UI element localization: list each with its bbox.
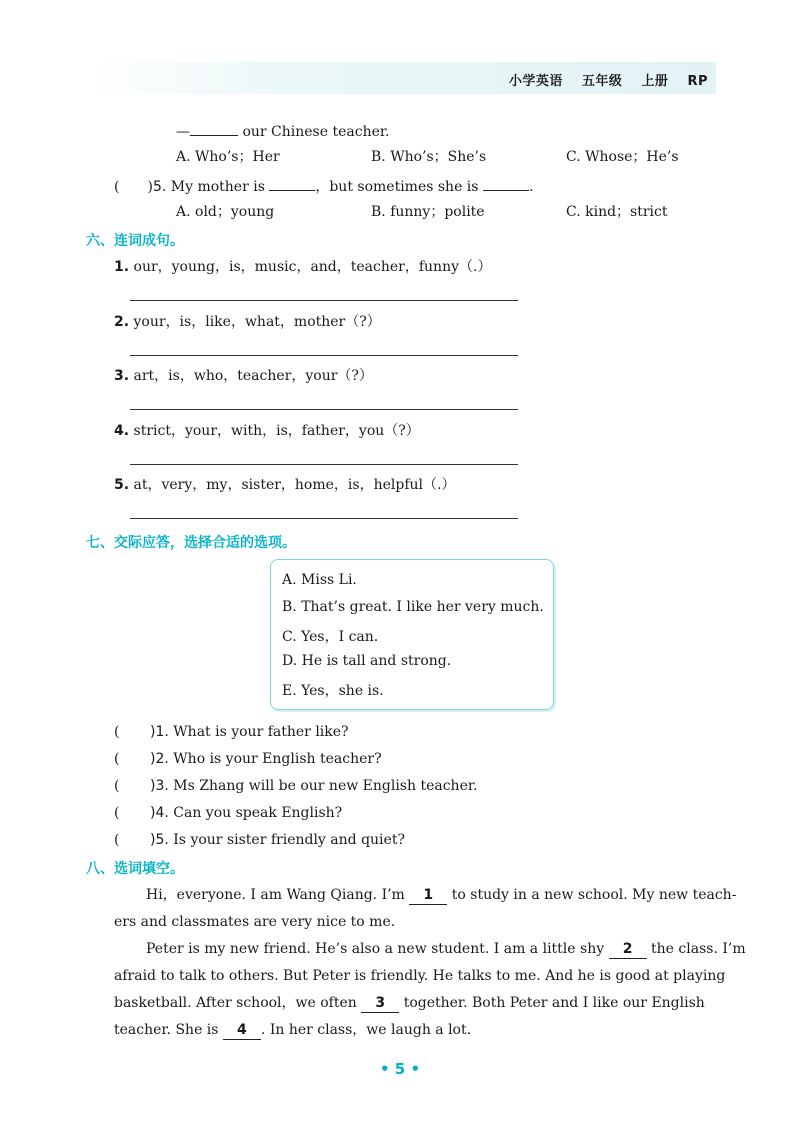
- s6-item-4: 4. strict，your，with，is，father，you（?）: [114, 423, 420, 439]
- q5-blank-1[interactable]: [269, 176, 315, 191]
- s8-line-1: Hi，everyone. I am Wang Qiang. I’m 1 to study in a new school. My new teach-: [146, 887, 737, 903]
- s7-question-3: ( )3. Ms Zhang will be our new English teacher.: [114, 778, 478, 794]
- s6-answer-line-4[interactable]: [130, 464, 518, 465]
- section7-title: 七、交际应答，选择合适的选项。: [86, 535, 296, 551]
- s6-item-5: 5. at，very，my，sister，home，is，helpful（.）: [114, 477, 456, 493]
- q5-option-b: B. funny；polite: [371, 204, 485, 220]
- header-edition: RP: [687, 74, 708, 89]
- box-option-e: E. Yes，she is.: [282, 683, 384, 699]
- q4-answer-line: — our Chinese teacher.: [176, 121, 389, 141]
- q5-line: ( )5. My mother is ，but sometimes she is .: [114, 176, 533, 196]
- header-subject: 小学英语: [508, 74, 563, 89]
- s8-line-3: Peter is my new friend. He’s also a new student. I am a little shy 2 the class. I’m: [146, 941, 746, 957]
- s7-answer-paren-4[interactable]: (: [114, 805, 120, 821]
- s8-line-4: afraid to talk to others. But Peter is friendly. He talks to me. And he is good at playing: [114, 968, 726, 984]
- fill-blank-3[interactable]: 3: [361, 994, 399, 1013]
- q5-blank-2[interactable]: [483, 176, 529, 191]
- s7-answer-paren-1[interactable]: (: [114, 724, 120, 740]
- s7-question-5: ( )5. Is your sister friendly and quiet?: [114, 832, 405, 848]
- s7-question-4: ( )4. Can you speak English?: [114, 805, 343, 821]
- s6-item-3: 3. art，is，who，teacher，your（?）: [114, 368, 373, 384]
- fill-blank-1[interactable]: 1: [409, 886, 447, 905]
- s6-answer-line-2[interactable]: [130, 355, 518, 356]
- s7-question-1: ( )1. What is your father like?: [114, 724, 349, 740]
- header-volume: 上册: [641, 74, 669, 89]
- s8-line-6: teacher. She is 4 . In her class，we laugh a lot.: [114, 1022, 472, 1038]
- s6-item-2: 2. your，is，like，what，mother（?）: [114, 314, 381, 330]
- s7-answer-paren-5[interactable]: (: [114, 832, 120, 848]
- s8-line-5: basketball. After school，we often 3 together. Both Peter and I like our English: [114, 995, 705, 1011]
- box-option-a: A. Miss Li.: [282, 572, 357, 588]
- q5-answer-paren[interactable]: ( ): [114, 179, 153, 195]
- s8-line-2: ers and classmates are very nice to me.: [114, 914, 396, 930]
- fill-blank-2[interactable]: 2: [609, 940, 647, 959]
- q5-option-a: A. old；young: [176, 204, 275, 220]
- page-header: [495, 70, 708, 89]
- box-option-c: C. Yes，I can.: [282, 629, 379, 645]
- s7-answer-paren-3[interactable]: (: [114, 778, 120, 794]
- s7-answer-paren-2[interactable]: (: [114, 751, 120, 767]
- q4-option-b: B. Who’s；She’s: [371, 149, 487, 165]
- section8-title: 八、选词填空。: [86, 861, 184, 877]
- page-number: • 5 •: [379, 1060, 421, 1078]
- q4-option-a: A. Who’s；Her: [176, 149, 280, 165]
- s6-answer-line-3[interactable]: [130, 409, 518, 410]
- s6-item-1: 1. our，young，is，music，and，teacher，funny（.）: [114, 259, 492, 275]
- box-option-b: B. That’s great. I like her very much.: [282, 599, 544, 615]
- s7-question-2: ( )2. Who is your English teacher?: [114, 751, 382, 767]
- q4-blank[interactable]: [190, 121, 238, 136]
- section6-title: 六、连词成句。: [86, 233, 184, 249]
- q4-option-c: C. Whose；He’s: [566, 149, 679, 165]
- box-option-d: D. He is tall and strong.: [282, 653, 452, 669]
- q5-option-c: C. kind；strict: [566, 204, 668, 220]
- s6-answer-line-1[interactable]: [130, 300, 518, 301]
- header-grade: 五年级: [581, 74, 623, 89]
- s6-answer-line-5[interactable]: [130, 518, 518, 519]
- fill-blank-4[interactable]: 4: [223, 1021, 261, 1040]
